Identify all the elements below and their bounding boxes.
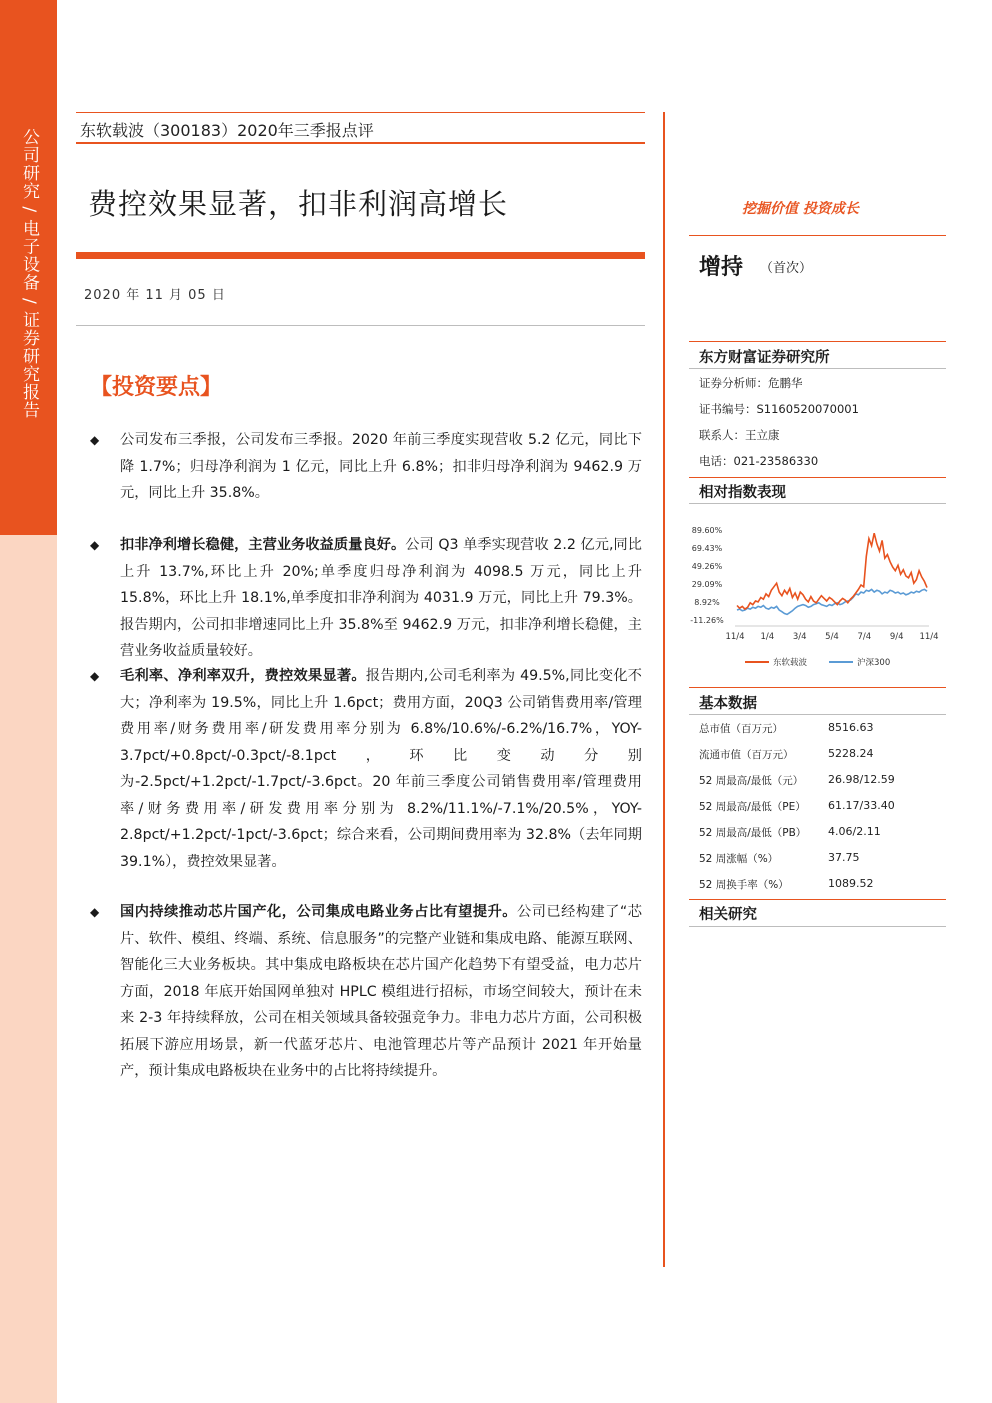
basic-heading-underline [689,714,946,715]
basic-heading-rule [689,687,946,688]
report-date: 2020 年 11 月 05 日 [84,288,226,303]
basic-data-label: 52 周涨幅（%） [699,853,779,865]
diamond-bullet-icon: ◆ [90,669,100,683]
relative-index-chart [689,516,946,676]
date-rule [76,325,645,326]
basic-data-value: 26.98/12.59 [828,773,895,786]
x-tick-label: 9/4 [889,632,904,642]
x-tick-label: 11/4 [725,632,745,642]
related-heading-rule [689,899,946,900]
basic-data-label: 52 周最高/最低（PE） [699,801,806,813]
series-line-0 [737,533,927,609]
x-tick-label: 3/4 [792,632,807,642]
basic-data-label: 流通市值（百万元） [699,749,794,761]
license-number: 证书编号：S1160520070001 [699,402,859,416]
bullet-paragraph-4: 国内持续推动芯片国产化，公司集成电路业务占比有望提升。公司已经构建了“芯片、软件、模组、终端、系统、信息服务”的完整产业链和集成电路、能源互联网、智能化三大业务板块。其中集成电路板块在芯片国产化趋势下有望受益，电力芯片方面，2018 年底开始国网单独对 HPLC 模组进行招标，市场空间较大，预计在未来 2-3 年持续释放，公司在相关领域具备较强竞争力。非电力芯片方面，公司积极拓展下游应用场景，新一代蓝牙芯片、电池管理芯片等产品预计 2021 年开始量产，预计集成电路板块在业务中的占比将持续提升。 [120,904,642,1079]
sidebar-band [0,0,57,1403]
basic-data-value: 8516.63 [828,721,874,734]
rating-note: （首次） [760,261,813,276]
chart-heading-underline [689,503,946,504]
rating: 增持 [699,255,744,280]
y-tick-label: 8.92% [694,598,720,607]
basic-data-value: 4.06/2.11 [828,825,881,838]
top-rule [76,112,645,113]
report-title: 费控效果显著，扣非利润高增长 [88,187,509,221]
column-divider [663,112,665,1267]
basic-data-label: 总市值（百万元） [699,723,783,735]
basic-data-heading: 基本数据 [699,696,757,712]
y-tick-label: -11.26% [690,616,724,625]
bullet-paragraph-3: 毛利率、净利率双升，费控效果显著。报告期内,公司毛利率为 49.5%,同比变化不大；净利率为 19.5%，同比上升 1.6pct；费用方面，20Q3 公司销售费用率/管理费用率/财务费用率/研发费用率分别为 6.8%/10.6%/-6.2%/16.7%，YOY-3.7pct/+0.8pct/-0.3pct/-8.1pct，环比变动分别为-2.5pct/+1.2pct/-1.7pct/-3.6pct。20 年前三季度公司销售费用率/管理费用率/财务费用率/研发费用率分别为 8.2%/11.1%/-7.1%/20.5%，YOY-2.8pct/+1.2pct/-1pct/-3.6pct；综合来看，公司期间费用率为 32.8%（去年同期 39.1%），费控效果显著。 [120,668,642,870]
y-tick-label: 89.60% [691,526,723,535]
subtitle-rule [76,142,645,144]
basic-data-label: 52 周换手率（%） [699,879,789,891]
institute-underline [689,368,946,369]
bullet-paragraph-2: 扣非净利增长稳健，主营业务收益质量良好。公司 Q3 单季实现营收 2.2 亿元,同比上升 13.7%,环比上升 20%;单季度归母净利润为 4098.5 万元，同比上升 15.8%，环比上升 18.1%,单季度扣非净利润为 4031.9 万元，同比上升 79.3%。报告期内，公司扣非增速同比上升 35.8%至 9462.9 万元，扣非净利增长稳健，主营业务收益质量较好。 [120,537,642,659]
section-title: 【投资要点】 [90,374,223,400]
basic-data-value: 1089.52 [828,877,874,890]
x-tick-label: 11/4 [919,632,939,642]
diamond-bullet-icon: ◆ [90,433,100,447]
basic-data-value: 61.17/33.40 [828,799,895,812]
analyst: 证券分析师：危鹏华 [699,376,803,390]
report-subtitle: 东软载波（300183）2020年三季报点评 [80,121,374,140]
diamond-bullet-icon: ◆ [90,905,100,919]
related-underline [689,926,946,927]
chart-heading: 相对指数表现 [699,485,786,501]
sidebar-category: 公司研究 / 电子设备 / 证券研究报告 [19,128,39,420]
institute-rule [689,341,946,342]
x-tick-label: 1/4 [760,632,775,642]
legend-label: 东软载波 [773,658,808,668]
x-tick-label: 5/4 [825,632,839,642]
phone: 电话：021-23586330 [699,454,819,468]
slogan-rule [689,235,946,236]
slogan: 挖掘价值 投资成长 [742,201,859,217]
chart-heading-rule [689,477,946,478]
legend-label: 沪深300 [857,658,891,668]
x-tick-label: 7/4 [857,632,872,642]
y-tick-label: 49.26% [691,562,723,571]
institute-name: 东方财富证券研究所 [699,350,830,366]
basic-data-label: 52 周最高/最低（元） [699,775,804,787]
contact: 联系人：王立康 [699,428,780,442]
bullet-paragraph-1: 公司发布三季报，公司发布三季报。2020 年前三季度实现营收 5.2 亿元，同比下降 1.7%；归母净利润为 1 亿元，同比上升 6.8%；扣非归母净利润为 9462.9 万元，同比上升 35.8%。 [120,432,642,501]
title-bar [76,252,645,259]
basic-data-value: 37.75 [828,851,860,864]
basic-data-value: 5228.24 [828,747,874,760]
diamond-bullet-icon: ◆ [90,538,100,552]
basic-data-label: 52 周最高/最低（PB） [699,827,807,839]
y-tick-label: 69.43% [691,544,723,553]
related-research-heading: 相关研究 [699,907,757,923]
y-tick-label: 29.09% [691,580,723,589]
